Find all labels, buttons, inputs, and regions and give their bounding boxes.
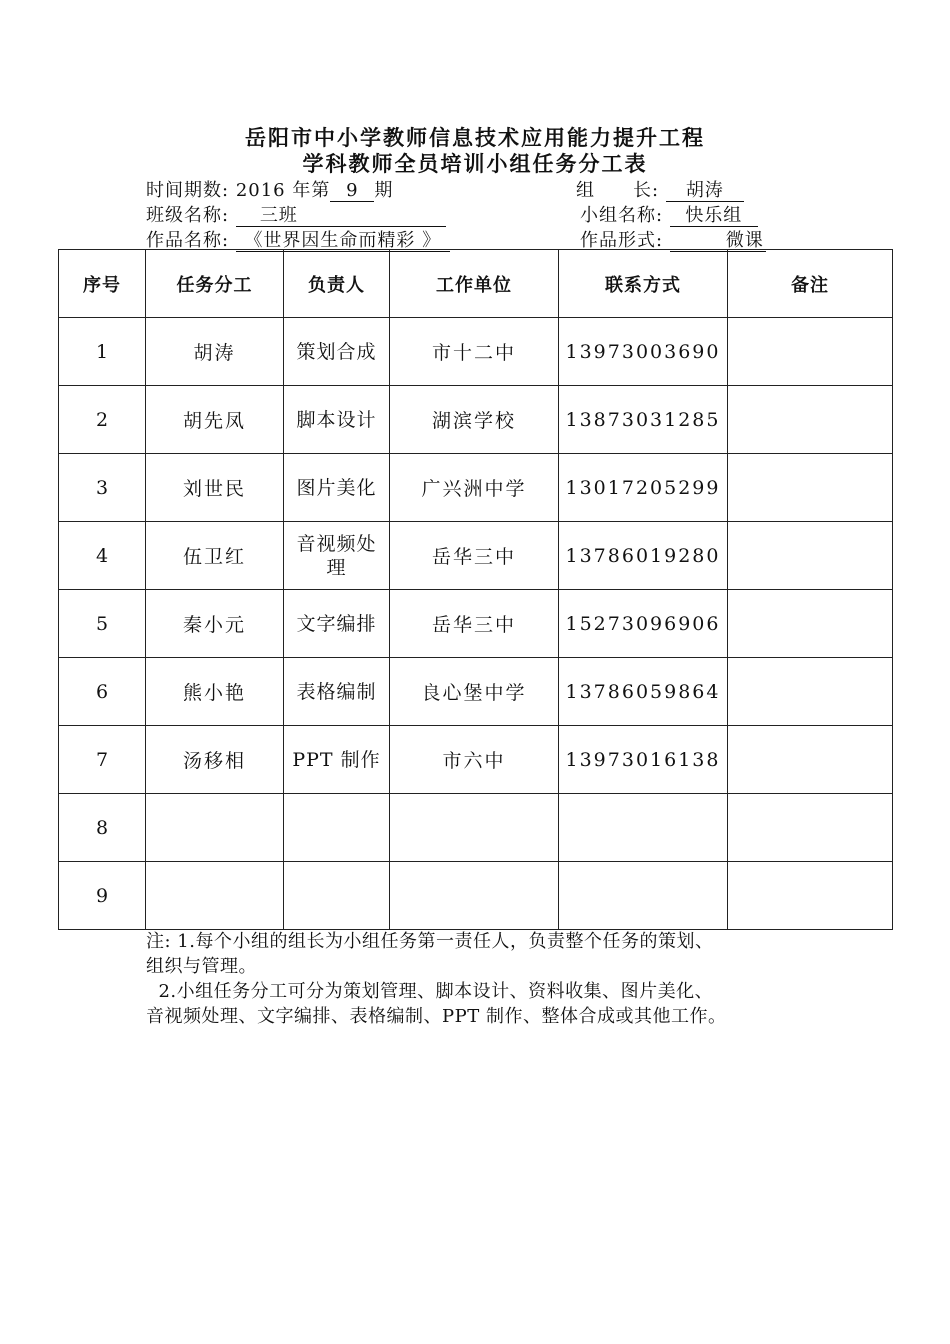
cell-note xyxy=(728,658,893,726)
note-line-3: 2.小组任务分工可分为策划管理、脚本设计、资料收集、图片美化、 xyxy=(146,981,714,1002)
cell-name: 刘世民 xyxy=(146,454,284,522)
cell-name: 胡涛 xyxy=(146,318,284,386)
cell-role: PPT 制作 xyxy=(284,726,390,794)
cell-role: 图片美化 xyxy=(284,454,390,522)
period-suffix: 期 xyxy=(374,180,394,201)
cell-phone: 13973003690 xyxy=(559,318,728,386)
work-label: 作品名称: xyxy=(146,230,230,251)
header-unit: 工作单位 xyxy=(390,250,559,318)
table-row xyxy=(59,862,893,930)
cell-index: 5 xyxy=(59,590,146,658)
cell-phone: 15273096906 xyxy=(559,590,728,658)
cell-role: 策划合成 xyxy=(284,318,390,386)
cell-unit: 岳华三中 xyxy=(390,522,559,590)
leader-info xyxy=(576,176,744,202)
period-year: 2016 年第 xyxy=(235,180,331,201)
document-title: 岳阳市中小学教师信息技术应用能力提升工程 xyxy=(245,125,705,150)
cell-name: 胡先凤 xyxy=(146,386,284,454)
document-subtitle: 学科教师全员培训小组任务分工表 xyxy=(302,151,648,176)
cell-unit: 市六中 xyxy=(390,726,559,794)
cell-index: 6 xyxy=(59,658,146,726)
cell-unit: 湖滨学校 xyxy=(390,386,559,454)
cell-index: 9 xyxy=(59,862,146,930)
table-row xyxy=(59,794,893,862)
work-value: 《世界因生命而精彩 》 xyxy=(236,231,450,252)
task-table xyxy=(58,249,893,930)
header-note: 备注 xyxy=(728,250,893,318)
cell-index: 8 xyxy=(59,794,146,862)
cell-phone xyxy=(559,794,728,862)
leader-value: 胡涛 xyxy=(666,181,744,202)
group-value: 快乐组 xyxy=(670,206,758,227)
cell-note xyxy=(728,386,893,454)
cell-role: 文字编排 xyxy=(284,590,390,658)
cell-phone xyxy=(559,862,728,930)
cell-role xyxy=(284,862,390,930)
table-header-row xyxy=(59,250,893,318)
table-row xyxy=(59,522,893,590)
cell-note xyxy=(728,590,893,658)
header-index: 序号 xyxy=(59,250,146,318)
period-number: 9 xyxy=(330,181,374,202)
cell-note xyxy=(728,726,893,794)
table-row xyxy=(59,318,893,386)
cell-note xyxy=(728,794,893,862)
cell-unit xyxy=(390,794,559,862)
header-owner: 负责人 xyxy=(284,250,390,318)
footnotes xyxy=(146,929,866,1029)
group-info xyxy=(580,201,758,227)
cell-unit: 良心堡中学 xyxy=(390,658,559,726)
table-row xyxy=(59,658,893,726)
cell-role xyxy=(284,794,390,862)
table-row xyxy=(59,454,893,522)
table-row xyxy=(59,726,893,794)
table-row xyxy=(59,386,893,454)
cell-unit: 市十二中 xyxy=(390,318,559,386)
cell-phone: 13973016138 xyxy=(559,726,728,794)
form-value: 微课 xyxy=(670,231,766,252)
cell-note xyxy=(728,318,893,386)
cell-index: 1 xyxy=(59,318,146,386)
cell-name: 秦小元 xyxy=(146,590,284,658)
period-info xyxy=(146,176,393,202)
class-value: 三班 xyxy=(236,206,446,227)
cell-index: 4 xyxy=(59,522,146,590)
cell-index: 3 xyxy=(59,454,146,522)
cell-phone: 13873031285 xyxy=(559,386,728,454)
header-contact: 联系方式 xyxy=(559,250,728,318)
note-line-4: 音视频处理、文字编排、表格编制、PPT 制作、整体合成或其他工作。 xyxy=(146,1006,727,1027)
cell-name: 伍卫红 xyxy=(146,522,284,590)
cell-phone: 13017205299 xyxy=(559,454,728,522)
cell-note xyxy=(728,522,893,590)
class-label: 班级名称: xyxy=(146,205,230,226)
cell-index: 7 xyxy=(59,726,146,794)
group-label: 小组名称: xyxy=(580,205,664,226)
cell-unit: 岳华三中 xyxy=(390,590,559,658)
cell-role: 表格编制 xyxy=(284,658,390,726)
period-label: 时间期数: xyxy=(146,180,230,201)
cell-unit xyxy=(390,862,559,930)
cell-index: 2 xyxy=(59,386,146,454)
cell-note xyxy=(728,862,893,930)
cell-phone: 13786059864 xyxy=(559,658,728,726)
note-line-2: 组织与管理。 xyxy=(146,956,257,977)
table-row xyxy=(59,590,893,658)
class-info xyxy=(146,201,446,227)
cell-role: 脚本设计 xyxy=(284,386,390,454)
cell-name xyxy=(146,862,284,930)
cell-name: 汤移相 xyxy=(146,726,284,794)
cell-role: 音视频处理 xyxy=(284,522,390,590)
cell-unit: 广兴洲中学 xyxy=(390,454,559,522)
cell-name: 熊小艳 xyxy=(146,658,284,726)
form-label: 作品形式: xyxy=(580,230,664,251)
note-line-1: 注: 1.每个小组的组长为小组任务第一责任人，负责整个任务的策划、 xyxy=(146,931,714,952)
header-task: 任务分工 xyxy=(146,250,284,318)
cell-note xyxy=(728,454,893,522)
cell-phone: 13786019280 xyxy=(559,522,728,590)
leader-label: 组 长: xyxy=(576,180,660,201)
cell-name xyxy=(146,794,284,862)
